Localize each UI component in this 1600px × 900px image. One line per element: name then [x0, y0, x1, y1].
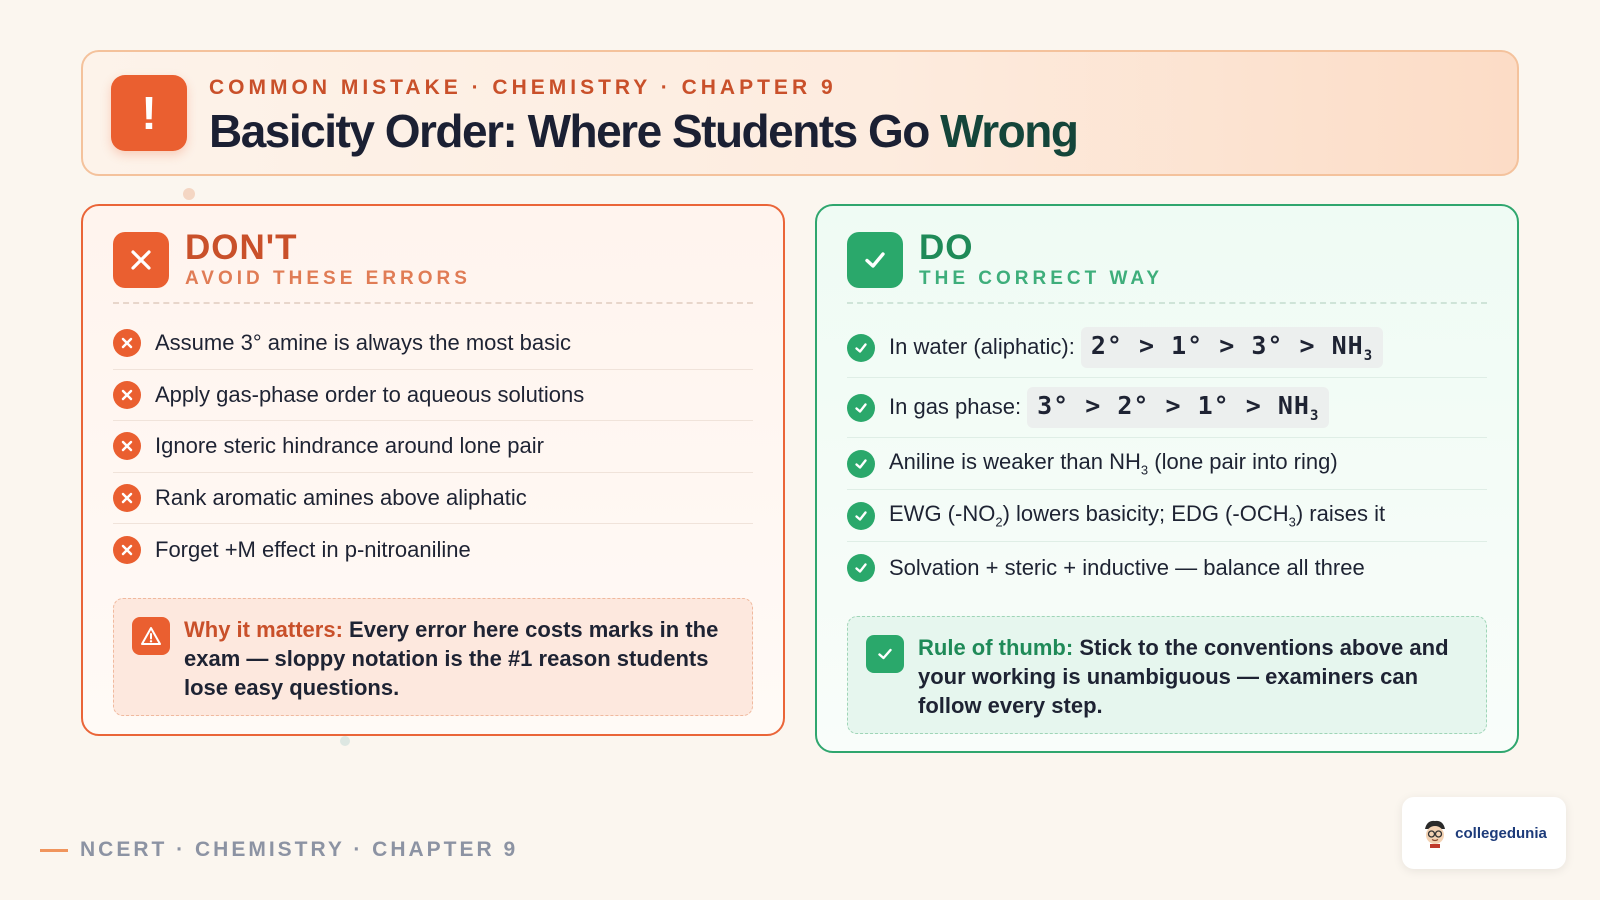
order-chip	[1081, 327, 1383, 368]
list-item	[847, 490, 1487, 542]
check-circle-icon	[847, 554, 875, 582]
list-item-text	[889, 387, 1329, 428]
x-circle-icon	[113, 536, 141, 564]
x-circle-icon	[113, 484, 141, 512]
list-item	[113, 473, 753, 525]
header-eyebrow: COMMON MISTAKE · CHEMISTRY · CHAPTER 9	[209, 76, 837, 99]
list-item-text: Assume 3° amine is always the most basic	[155, 330, 571, 356]
callout-text: Stick to the conventions above and your working is unambiguous — examiners can follow every step.	[918, 635, 1449, 718]
why-it-matters-callout	[113, 598, 753, 716]
do-subtitle: THE CORRECT WAY	[919, 268, 1164, 289]
footer-dash	[40, 849, 68, 852]
logo-text: collegedunia	[1455, 824, 1547, 842]
list-item-text: Ignore steric hindrance around lone pair	[155, 433, 544, 459]
order-text: 3° > 2° > 1° > NH	[1037, 391, 1310, 420]
list-item-text	[889, 449, 1338, 477]
x-circle-icon	[113, 381, 141, 409]
item-label: In gas phase:	[889, 394, 1022, 419]
list-item-text	[889, 501, 1385, 529]
dont-list	[113, 318, 753, 576]
list-item	[113, 318, 753, 370]
subscript: 2	[995, 514, 1003, 530]
text-part: Aniline is weaker than NH	[889, 449, 1141, 475]
rule-of-thumb-callout	[847, 616, 1487, 734]
list-item-text: Apply gas-phase order to aqueous solutions	[155, 381, 585, 407]
check-circle-icon	[847, 450, 875, 478]
x-circle-icon	[113, 432, 141, 460]
callout-label: Why it matters:	[184, 617, 343, 642]
warning-icon	[132, 617, 170, 655]
subscript: 3	[1140, 462, 1149, 478]
subscript: 3	[1309, 408, 1320, 424]
list-item-text: Solvation + steric + inductive — balance all three	[889, 555, 1365, 580]
list-item-text: Rank aromatic amines above aliphatic	[155, 484, 527, 510]
list-item	[113, 421, 753, 473]
page-title	[209, 104, 1077, 158]
page-header	[81, 50, 1519, 176]
collegedunia-logo[interactable]	[1402, 797, 1566, 869]
text-part: ) lowers basicity; EDG (-OCH	[1002, 501, 1289, 527]
exclamation-icon: !	[111, 75, 187, 151]
footer-text: NCERT · CHEMISTRY · CHAPTER 9	[80, 838, 519, 861]
list-item-text	[889, 327, 1383, 368]
decor-dot	[183, 188, 195, 200]
check-circle-icon	[847, 502, 875, 530]
text-part: ) raises it	[1295, 501, 1386, 527]
list-item	[847, 378, 1487, 438]
list-item	[847, 542, 1487, 594]
check-circle-icon	[847, 394, 875, 422]
dont-title: DON'T	[185, 228, 298, 267]
callout-label: Rule of thumb:	[918, 635, 1074, 660]
list-item	[113, 524, 753, 576]
do-title: DO	[919, 228, 974, 267]
list-item	[847, 318, 1487, 378]
mascot-icon	[1421, 818, 1449, 848]
title-highlight: Wrong	[940, 105, 1078, 157]
title-main: Basicity Order: Where Students Go	[209, 105, 929, 157]
item-label: In water (aliphatic):	[889, 334, 1075, 359]
list-item-text: Forget +M effect in p-nitroaniline	[155, 536, 471, 562]
dont-subtitle: AVOID THESE ERRORS	[185, 268, 471, 289]
check-circle-icon	[847, 334, 875, 362]
callout-text: Every error here costs marks in the exam — sloppy notation is the #1 reason students lose easy questions.	[184, 617, 719, 700]
do-panel	[815, 204, 1519, 753]
divider	[847, 302, 1487, 304]
order-text: 2° > 1° > 3° > NH	[1090, 331, 1364, 360]
subscript: 3	[1288, 514, 1296, 530]
close-icon	[113, 232, 169, 288]
subscript: 3	[1363, 348, 1374, 364]
footer	[40, 838, 518, 862]
list-item	[847, 438, 1487, 490]
decor-dot	[340, 736, 350, 746]
check-icon	[847, 232, 903, 288]
text-part: EWG (-NO	[889, 501, 996, 527]
order-chip	[1027, 387, 1329, 428]
text-part: (lone pair into ring)	[1148, 449, 1338, 475]
list-item	[113, 370, 753, 422]
dont-panel	[81, 204, 785, 736]
do-list	[847, 318, 1487, 594]
divider	[113, 302, 753, 304]
x-circle-icon	[113, 329, 141, 357]
check-icon	[866, 635, 904, 673]
